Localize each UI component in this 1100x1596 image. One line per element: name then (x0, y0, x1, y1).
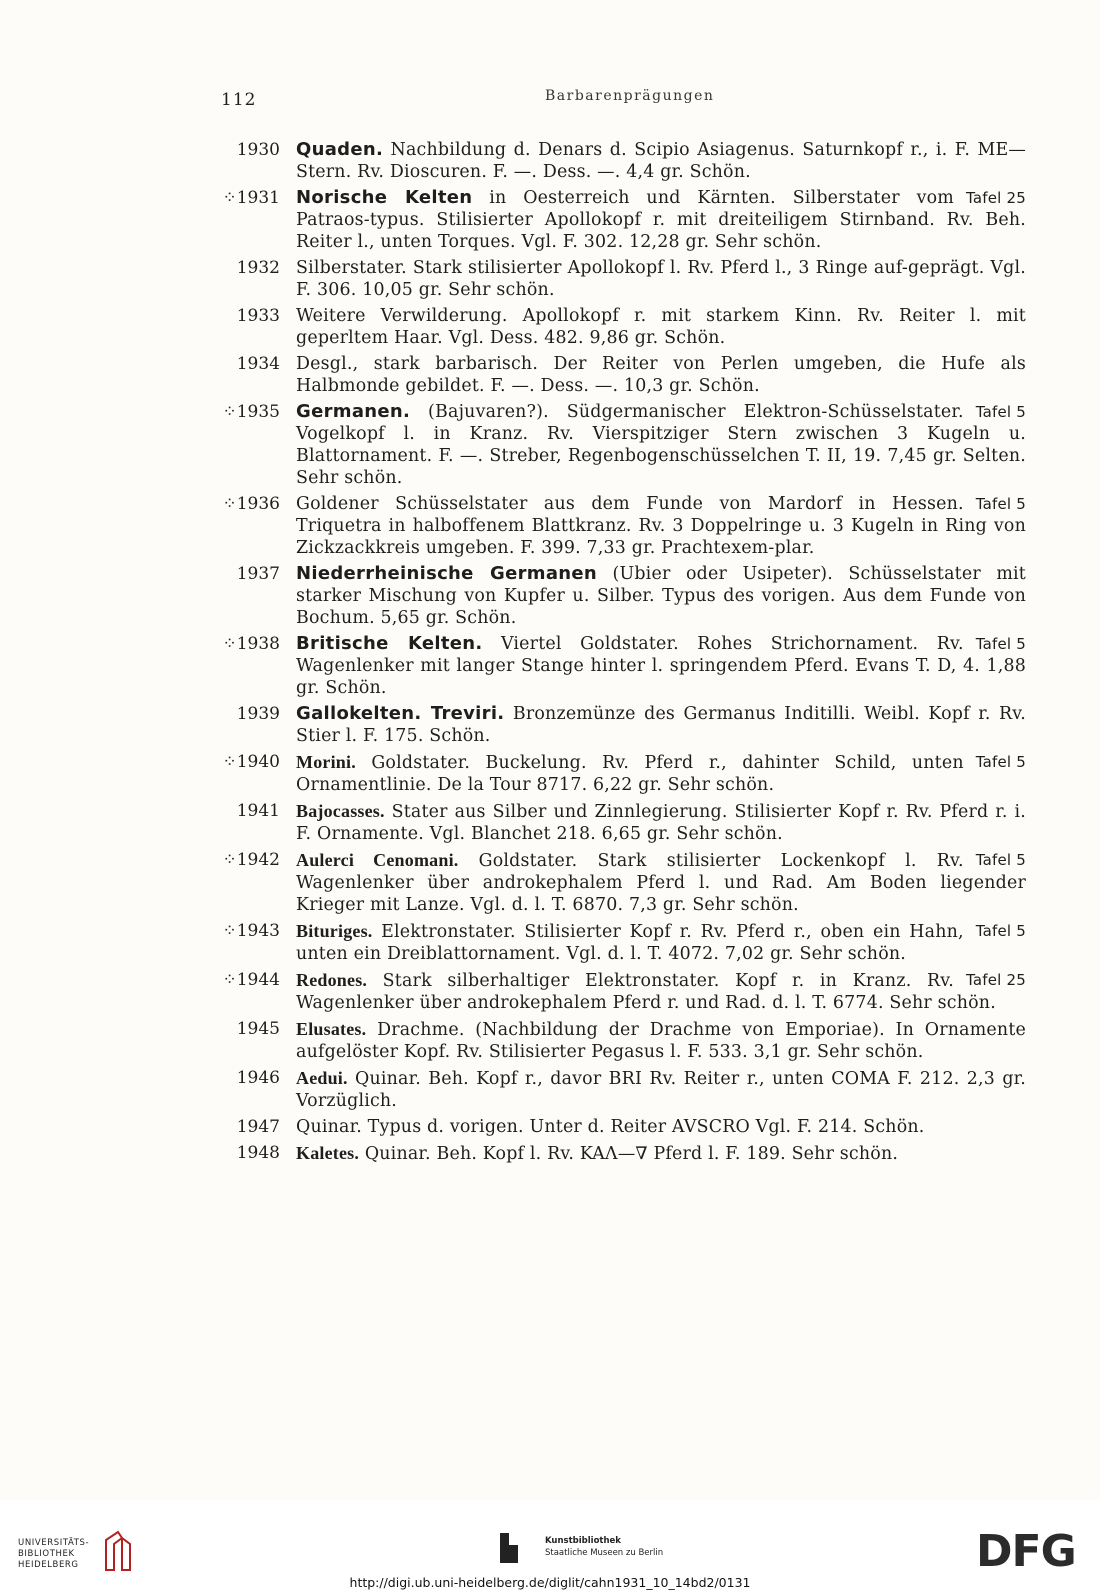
entry-body: Stater aus Silber und Zinnlegierung. Stilisierter Kopf r. Rv. Pferd r. i. F. Ornamente. Vgl. Blanchet 218. 6,65 gr. Sehr schön. (296, 802, 1026, 844)
entry-number: ⁘1943 (222, 921, 280, 941)
catalog-entry (0, 353, 1100, 397)
catalog-entry (0, 633, 1100, 699)
entry-description (296, 920, 1026, 965)
entry-description (296, 563, 1026, 629)
catalog-entry (0, 751, 1100, 796)
entry-body: Quinar. Typus d. vorigen. Unter d. Reiter AVSCRO Vgl. F. 214. Schön. (296, 1117, 925, 1137)
plate-reference: Tafel 5 (975, 403, 1026, 421)
plate-reference: Tafel 5 (975, 753, 1026, 771)
entry-number: ⁘1931 (222, 188, 280, 208)
entry-description (296, 1067, 1026, 1112)
catalog-entry (0, 1067, 1100, 1112)
entry-body: Viertel Goldstater. Rohes Strichornament. Rv. Wagenlenker mit langer Stange hinter l. springendem Pferd. Evans T. D, 4. 1,88 gr. Schön. (296, 634, 1026, 698)
entry-number: 1948 (236, 1143, 280, 1163)
entry-name: Quaden. (296, 139, 384, 160)
entry-number: 1933 (236, 306, 280, 326)
entry-body: (Ubier oder Usipeter). Schüsselstater mit starker Mischung von Kupfer u. Silber. Typus des vorigen. Aus dem Funde von Bochum. 5,65 gr. Schön. (296, 564, 1026, 628)
entry-number: 1930 (236, 140, 280, 160)
kunstbibliothek-logo[interactable]: Kunstbibliothek Staatliche Museen zu Berlin (545, 1536, 664, 1558)
entry-number: 1937 (236, 564, 280, 584)
source-url[interactable]: http://digi.ub.uni-heidelberg.de/diglit/cahn1931_10_14bd2/0131 (349, 1575, 751, 1590)
entry-body: Stark silberhaltiger Elektronstater. Kopf r. in Kranz. Rv. Wagenlenker über androkephalem Pferd r. und Rad. d. l. T. 6774. Sehr schön. (296, 971, 996, 1013)
entry-description (296, 1116, 1026, 1138)
entry-number: ⁘1938 (222, 634, 280, 654)
entry-description (296, 257, 1026, 301)
entry-description (296, 353, 1026, 397)
catalog-entry (0, 920, 1100, 965)
entry-name: Redones. (296, 970, 368, 990)
entry-body: Drachme. (Nachbildung der Drachme von Emporiae). In Ornamente aufgelöster Kopf. Rv. Stilisierter Pegasus l. F. 533. 3,1 gr. Sehr schön. (296, 1020, 1026, 1062)
catalog-entry (0, 1142, 1100, 1165)
entry-description (296, 969, 1026, 1014)
entry-body: Bronzemünze des Germanus Inditilli. Weibl. Kopf r. Rv. Stier l. F. 175. Schön. (296, 704, 1026, 746)
entry-name: Aedui. (296, 1068, 348, 1088)
catalog-entry (0, 969, 1100, 1014)
entry-number: ⁘1940 (222, 752, 280, 772)
entry-body: Goldstater. Stark stilisierter Lockenkopf l. Rv. Wagenlenker über androkephalem Pferd l. und Rad. Am Boden liegender Krieger mit Lanze. Vgl. d. l. T. 6870. 7,3 gr. Sehr schön. (296, 851, 1026, 915)
entry-description (296, 1018, 1026, 1063)
entry-name: Aulerci Cenomani. (296, 850, 459, 870)
entry-description (296, 1142, 1026, 1165)
plate-reference: Tafel 25 (965, 189, 1026, 207)
entry-name: Kaletes. (296, 1143, 360, 1163)
entry-number: 1947 (236, 1117, 280, 1137)
entry-body: Nachbildung d. Denars d. Scipio Asiagenus. Saturnkopf r., i. F. ME— Stern. Rv. Dioscuren. F. —. Dess. —. 4,4 gr. Schön. (296, 140, 1026, 182)
entry-number: ⁘1942 (222, 850, 280, 870)
catalog-entry (0, 849, 1100, 916)
entry-body: Elektronstater. Stilisierter Kopf r. Rv. Pferd r., oben ein Hahn, unten ein Dreiblattornament. Vgl. d. l. T. 4072. 7,02 gr. Sehr schön. (296, 922, 964, 964)
university-library-logo[interactable]: UNIVERSITÄTS- BIBLIOTHEK HEIDELBERG (18, 1538, 90, 1570)
entry-body: Weitere Verwilderung. Apollokopf r. mit starkem Kinn. Rv. Reiter l. mit geperltem Haar. Vgl. Dess. 482. 9,86 gr. Schön. (296, 306, 1026, 348)
entry-description (296, 305, 1026, 349)
entry-description (296, 849, 1026, 916)
entry-number: ⁘1936 (222, 494, 280, 514)
kunstbibliothek-icon (500, 1533, 518, 1563)
catalog-entries (0, 139, 1100, 1169)
catalog-entry (0, 305, 1100, 349)
entry-number: ⁘1935 (222, 402, 280, 422)
catalog-entry (0, 703, 1100, 747)
entry-body: Quinar. Beh. Kopf r., davor BRI Rv. Reiter r., unten COMA F. 212. 2,3 gr. Vorzüglich. (296, 1069, 1026, 1111)
entry-number: 1934 (236, 354, 280, 374)
entry-number: 1946 (236, 1068, 280, 1088)
entry-description (296, 187, 1026, 253)
entry-body: Silberstater. Stark stilisierter Apollokopf l. Rv. Pferd l., 3 Ringe auf-geprägt. Vgl. F. 306. 10,05 gr. Sehr schön. (296, 258, 1026, 300)
entry-name: Bajocasses. (296, 801, 385, 821)
page-number: 112 (221, 90, 257, 110)
entry-description (296, 633, 1026, 699)
running-head: Barbarenprägungen (545, 88, 715, 104)
entry-body: Goldstater. Buckelung. Rv. Pferd r., dahinter Schild, unten Ornamentlinie. De la Tour 8717. 6,22 gr. Sehr schön. (296, 753, 964, 795)
plate-reference: Tafel 5 (975, 495, 1026, 513)
catalog-entry (0, 493, 1100, 559)
plate-reference: Tafel 5 (975, 851, 1026, 869)
plate-reference: Tafel 5 (975, 922, 1026, 940)
entry-name: Morini. (296, 752, 356, 772)
catalog-entry (0, 1116, 1100, 1138)
catalog-entry (0, 139, 1100, 183)
entry-number: ⁘1944 (222, 970, 280, 990)
catalog-entry (0, 257, 1100, 301)
plate-reference: Tafel 25 (965, 971, 1026, 989)
catalog-entry (0, 401, 1100, 489)
dfg-logo[interactable]: DFG (976, 1526, 1076, 1577)
entry-name: Niederrheinische Germanen (296, 563, 598, 584)
entry-description (296, 493, 1026, 559)
entry-number: 1932 (236, 258, 280, 278)
entry-body: in Oesterreich und Kärnten. Silberstater vom Patraos-typus. Stilisierter Apollokopf r. mit dreiteiligem Stirnband. Rv. Beh. Reiter l., unten Torques. Vgl. F. 302. 12,28 gr. Sehr schön. (296, 188, 1026, 252)
entry-description (296, 703, 1026, 747)
entry-name: Elusates. (296, 1019, 367, 1039)
entry-body: (Bajuvaren?). Südgermanischer Elektron-Schüsselstater. Vogelkopf l. in Kranz. Rv. Vierspitziger Stern zwischen 3 Kugeln u. Blattornament. F. —. Streber, Regenbogenschüsselchen T. II, 19. 7,45 gr. Selten. Sehr schön. (296, 402, 1026, 488)
plate-reference: Tafel 5 (975, 635, 1026, 653)
entry-body: Desgl., stark barbarisch. Der Reiter von Perlen umgeben, die Hufe als Halbmonde gebildet. F. —. Dess. —. 10,3 gr. Schön. (296, 354, 1026, 396)
library-emblem-icon (100, 1530, 136, 1572)
entry-number: 1941 (236, 801, 280, 821)
entry-body: Goldener Schüsselstater aus dem Funde von Mardorf in Hessen. Triquetra in halboffenem Blattkranz. Rv. 3 Doppelringe u. 3 Kugeln in Ring von Zickzackkreis umgeben. F. 399. 7,33 gr. Prachtexem-plar. (296, 494, 1026, 558)
entry-description (296, 139, 1026, 183)
entry-description (296, 800, 1026, 845)
entry-name: Germanen. (296, 401, 411, 422)
entry-name: Britische Kelten. (296, 633, 483, 654)
entry-name: Norische Kelten (296, 187, 473, 208)
entry-number: 1939 (236, 704, 280, 724)
entry-description (296, 751, 1026, 796)
entry-number: 1945 (236, 1019, 280, 1039)
footer (0, 1500, 1100, 1596)
catalog-entry (0, 563, 1100, 629)
catalog-entry (0, 800, 1100, 845)
catalog-entry (0, 1018, 1100, 1063)
entry-name: Gallokelten. Treviri. (296, 703, 505, 724)
entry-name: Bituriges. (296, 921, 373, 941)
entry-description (296, 401, 1026, 489)
catalog-entry (0, 187, 1100, 253)
entry-body: Quinar. Beh. Kopf l. Rv. KAΛ—∇ Pferd l. F. 189. Sehr schön. (359, 1144, 899, 1164)
